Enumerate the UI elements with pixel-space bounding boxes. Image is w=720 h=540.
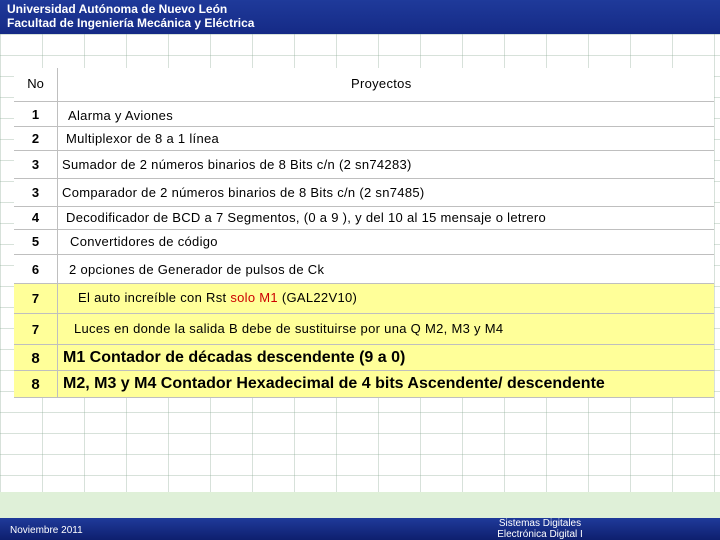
table-row-highlighted [14, 314, 714, 345]
footer-bar [0, 518, 720, 540]
column-divider [57, 207, 58, 229]
table-row [14, 102, 714, 127]
project-text: Multiplexor de 8 a 1 línea [66, 131, 220, 146]
project-text: Decodificador de BCD a 7 Segmentos, (0 a 9 ), y del 10 al 15 mensaje o letrero [66, 210, 547, 225]
project-text: Sumador de 2 números binarios de 8 Bits c/n (2 sn74283) [62, 157, 412, 172]
table-row [14, 179, 714, 207]
course-subname: Electrónica Digital I [497, 529, 583, 540]
row-number: 6 [31, 262, 40, 277]
footer-date: Noviembre 2011 [10, 525, 83, 536]
table-row [14, 151, 714, 179]
table-row-highlighted [14, 345, 714, 371]
column-divider [57, 68, 58, 101]
column-divider [57, 371, 58, 397]
title-bar [0, 0, 720, 34]
column-divider [57, 345, 58, 370]
table-row-highlighted [14, 284, 714, 314]
column-header-projects: Proyectos [351, 76, 412, 91]
row-number: 7 [31, 291, 40, 306]
column-divider [57, 255, 58, 283]
row-number: 7 [31, 322, 40, 337]
column-divider [57, 127, 58, 150]
project-text-part: (GAL22V10) [277, 290, 358, 305]
project-text: Comparador de 2 números binarios de 8 Bits c/n (2 sn7485) [62, 185, 425, 200]
project-text: M1 Contador de décadas descendente (9 a 0) [63, 349, 406, 366]
footer-course [470, 518, 610, 540]
table-row [14, 127, 714, 151]
row-number: 3 [31, 157, 40, 172]
project-text: M2, M3 y M4 Contador Hexadecimal de 4 bits Ascendente/ descendente [63, 375, 605, 392]
row-number: 4 [31, 210, 40, 225]
column-divider [57, 284, 58, 313]
table-row [14, 230, 714, 255]
table-header-row [14, 68, 714, 102]
row-number: 1 [31, 107, 40, 122]
table-row-highlighted [14, 371, 714, 398]
row-number: 3 [31, 185, 40, 200]
project-text: Luces en donde la salida B debe de sustituirse por una Q M2, M3 y M4 [74, 321, 504, 336]
column-divider [57, 151, 58, 178]
project-text: Convertidores de código [70, 234, 218, 249]
row-number: 8 [31, 376, 40, 393]
column-divider [57, 102, 58, 126]
course-name: Sistemas Digitales [498, 518, 582, 529]
footer-band [0, 492, 720, 518]
project-text: Alarma y Aviones [68, 108, 173, 123]
column-header-no: No [27, 76, 44, 91]
column-divider [57, 230, 58, 254]
row-number: 5 [31, 234, 40, 249]
project-text-part: El auto increíble con Rst [78, 290, 231, 305]
faculty-name: Facultad de Ingeniería Mecánica y Eléctrica [7, 16, 255, 30]
column-divider [57, 314, 58, 344]
project-text [78, 290, 357, 305]
project-text-highlight: solo M1 [230, 290, 278, 305]
column-divider [57, 179, 58, 206]
row-number: 8 [31, 350, 40, 367]
university-name: Universidad Autónoma de Nuevo León [7, 2, 228, 16]
table-row [14, 207, 714, 230]
project-text: 2 opciones de Generador de pulsos de Ck [69, 262, 325, 277]
table-row [14, 255, 714, 284]
row-number: 2 [31, 131, 40, 146]
